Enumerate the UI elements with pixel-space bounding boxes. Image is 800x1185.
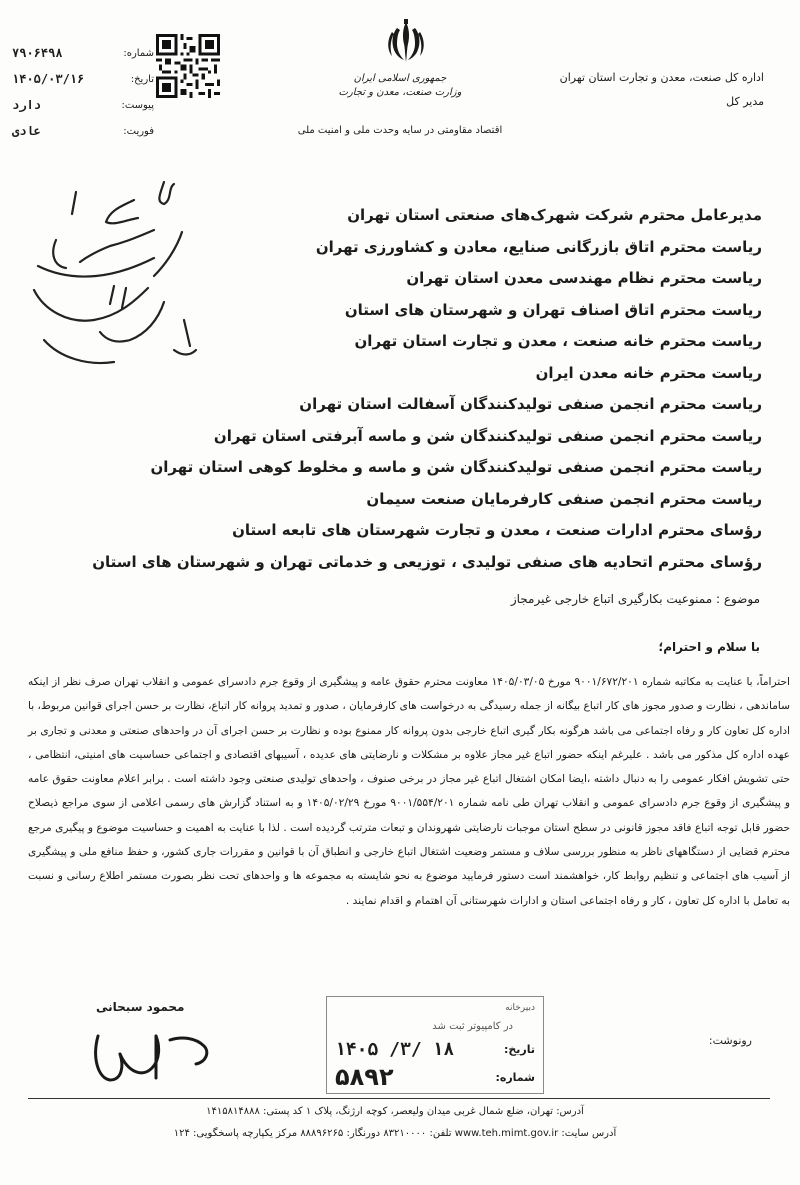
meta-attachment-value: دارد [12,98,41,112]
meta-priority [12,118,154,144]
recipient-item: ریاست محترم انجمن صنفی تولیدکنندگان شن و ماسه و مخلوط کوهی استان تهران [150,458,762,476]
recipient-item: رؤسای محترم ادارات صنعت ، معدن و تجارت شهرستان های تابعه استان [232,521,762,539]
recipient-item: رؤسای محترم اتحادیه های صنفی تولیدی ، توزیعی و خدماتی تهران و شهرستان های استان [92,552,762,571]
recipient-item: ریاست محترم انجمن صنفی تولیدکنندگان شن و ماسه آبرفتی استان تهران [213,426,762,445]
meta-attachment-label: پیوست: [121,99,154,111]
motto: اقتصاد مقاومتی در سایه وحدت ملی و امنیت ملی [297,125,503,136]
organization-header [534,66,764,114]
qr-code-icon [156,34,220,98]
signatory-name: محمود سبحانی [96,1000,185,1014]
stamp-date [335,1039,535,1060]
stamp-number-label: شماره: [495,1070,535,1084]
recipient-item: ریاست محترم اتاق اصناف تهران و شهرستان های استان [344,300,762,319]
letter-subject: موضوع : ممنوعیت بکارگیری اتباع خارجی غیرمجاز [510,592,760,606]
footer-contact: آدرس سایت: www.teh.mimt.gov.ir تلفن: ۸۳۲۱۰۰۰۰ دورنگار: ۸۸۸۹۶۲۶۵ مرکز یکپارچه پاسخگویی: ۱۲۴ [173,1128,617,1139]
letter-meta [12,40,154,144]
salutation: با سلام و احترام؛ [658,640,760,654]
meta-date [12,66,154,92]
stamp-date-value: ۱۴۰۵ /۳/ ۱۸ [335,1039,455,1060]
recipient-item: ریاست محترم خانه صنعت ، معدن و تجارت استان تهران [354,332,762,350]
letter-body: احتراماً، با عنایت به مکاتبه شماره ۹۰۰۱/۶۷۲/۲۰۱ مورخ ۱۴۰۵/۰۳/۰۵ معاونت محترم حقوق عامه و پیشگیری از وقوع جرم دادسرای عمومی و انقلاب تهران صرف نظر از اینکه ساماندهی ، نظارت و صدور مجوز های کار اتباع بیگانه از جمله رسیدگی به درخواست های کارفرمایان ، صدور و تمدید پروانه کار اتباع، نظارت بر حسن اجرای قوانین مربوط، با اداره کل تعاون کار و رفاه اجتماعی می باشد هرگونه بکار گیری اتباع خارجی بدون پروانه کار ممنوع بوده و نظارت بر حسن اجرای آن در واحدهای صنعتی و معدنی و تجاری بر عهده اداره کل مذکور می باشد . علیرغم اینکه حضور اتباع غیر مجاز علاوه بر مشکلات و نارضایتی های عدیده ، آسیبهای اقتصادی و اجتماعی حساسیت های امنیتی، انتظامی ، حتی تشویش افکار عمومی را به دنبال داشته ،ایضا امکان اشتغال اتباع غیر مجاز در برخی صنوف ، واحدهای تولیدی صنعتی وجود داشته است . برابر اعلام معاونت حقوق عامه و پیشگیری از وقوع جرم دادسرای عمومی و انقلاب تهران طی نامه شماره ۹۰۰۱/۵۵۴/۲۰۱ مورخ ۱۴۰۵/۰۲/۲۹ و به استناد گزارش های رسمی اعلامی از سوی مراجع ذیصلاح حضور قابل توجه اتباع فاقد مجوز قانونی در سطح استان موجبات نارضایتی شهروندان و تبعات مترتب گردیده است . لذا با عنایت به اهمیت و حساسیت موضوع و پیگیری مرجع محترم قضایی از دستگاههای ناظر به منظور بررسی سلاف و مستمر وضعیت اشتغال اتباع خارجی و انطباق آن با قوانین و مقررات جاری کشور، و حفظ منافع ملی و پیشگیری از آسیب های اجتماعی و تنظیم روابط کار، خواهشمند است دستور فرمایید موضوع به نحو شایسته به مجموعه ها و واحدهای تحت نظر بصورت مستمر اطلاع رسانی و نسبت به تعامل با اداره کل تعاون ، کار و رفاه اجتماعی استان و ادارات شهرستانی آن اهتمام و اقدام نمایند . [28,676,790,907]
organization-name: اداره کل صنعت، معدن و تجارت استان تهران [559,71,764,84]
meta-number-label: شماره: [123,47,154,59]
recipient-item: ریاست محترم انجمن صنفی کارفرمایان صنعت سیمان [366,489,762,508]
stamp-number [335,1063,535,1091]
cc-label: رونوشت: [708,1034,752,1047]
signature-icon [80,1018,220,1090]
footer-divider [28,1098,770,1099]
meta-priority-label: فوریت: [123,125,154,137]
meta-number-value: ۷۹۰۶۴۹۸ [12,46,63,60]
country-name: جمهوری اسلامی ایران [353,73,447,84]
recipient-item: ریاست محترم نظام مهندسی معدن استان تهران [406,269,762,287]
ministry-title [300,72,500,100]
meta-date-label: تاریخ: [130,73,154,85]
meta-date-value: ۱۴۰۵/۰۳/۱۶ [12,72,85,86]
stamp-number-value: ۵۸۹۲ [335,1063,394,1091]
recipient-item: ریاست محترم خانه معدن ایران [535,363,762,382]
handwritten-note-icon [14,170,199,390]
ministry-name: وزارت صنعت، معدن و تجارت [338,87,462,98]
footer-address: آدرس: تهران، ضلع شمال غربی میدان ولیعصر، کوچه ارژنگ، پلاک ۱ کد پستی: ۱۴۱۵۸۱۴۸۸۸ [206,1106,584,1117]
iran-emblem-icon [384,18,428,66]
recipient-item: ریاست محترم اتاق بازرگانی صنایع، معادن و کشاورزی تهران [315,237,762,256]
meta-number [12,40,154,66]
meta-attachment [12,92,154,118]
meta-priority-value: عادی [12,124,41,138]
stamp-date-label: تاریخ: [503,1043,535,1056]
recipient-item: مدیرعامل محترم شرکت شهرک‌های صنعتی استان تهران [347,206,762,224]
recipient-item: ریاست محترم انجمن صنفی تولیدکنندگان آسفالت استان تهران [299,395,762,413]
recipients-list [92,200,762,578]
registration-stamp [326,996,544,1094]
stamp-note: در کامپیوتر ثبت شد [432,1021,513,1032]
organization-role: مدیر کل [726,95,764,108]
stamp-office: دبیرخانه [505,1003,535,1013]
